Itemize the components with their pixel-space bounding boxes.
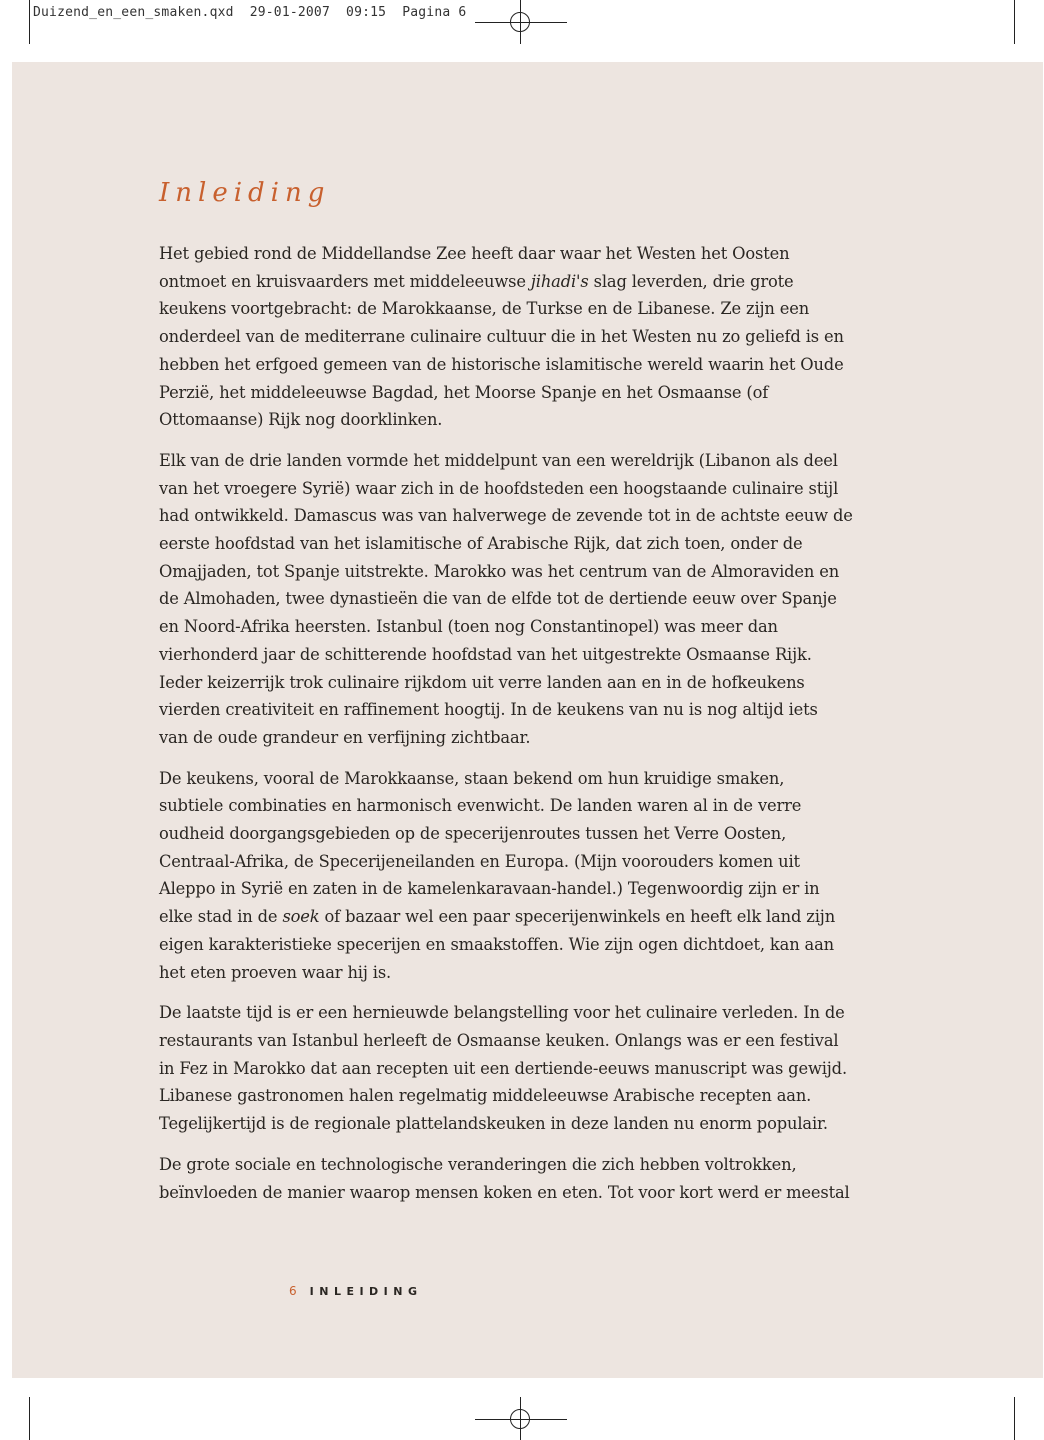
text-line: Elk van de drie landen vormde het middelpunt van een wereldrijk (Libanon als deel (159, 450, 838, 470)
crop-mark-bottom-right (1014, 1397, 1015, 1440)
paragraph (159, 447, 859, 752)
text-line: Omajjaden, tot Spanje uitstrekte. Marokko was het centrum van de Almoraviden en (159, 561, 840, 581)
text-line: ontmoet en kruisvaarders met middeleeuwse jihadi's slag leverden, drie grote (159, 271, 794, 291)
italic-term: jihadi's (530, 271, 589, 291)
text-line: beïnvloeden de manier waarop mensen koken en eten. Tot voor kort werd er meestal (159, 1182, 850, 1202)
running-footer-section: INLEIDING (309, 1285, 423, 1298)
text-line: Libanese gastronomen halen regelmatig middeleeuwse Arabische recepten aan. (159, 1086, 812, 1106)
text-line: restaurants van Istanbul herleeft de Osmaanse keuken. Onlangs was er een festival (159, 1030, 839, 1050)
text-line: van de oude grandeur en verfijning zichtbaar. (159, 727, 531, 747)
text-line: Ottomaanse) Rijk nog doorklinken. (159, 410, 443, 430)
text-line: de Almohaden, twee dynastieën die van de elfde tot de dertiende eeuw over Spanje (159, 589, 837, 609)
text-line: Perzië, het middeleeuwse Bagdad, het Moorse Spanje en het Osmaanse (of (159, 382, 769, 402)
text-line: oudheid doorgangsgebieden op de specerijenroutes tussen het Verre Oosten, (159, 824, 787, 844)
text-line: onderdeel van de mediterrane culinaire cultuur die in het Westen nu zo geliefd is en (159, 327, 844, 347)
text-line: eigen karakteristieke specerijen en smaakstoffen. Wie zijn ogen dichtdoet, kan aan (159, 934, 835, 954)
text-line: van het vroegere Syrië) waar zich in de hoofdsteden een hoogstaande culinaire stijl (159, 478, 839, 498)
paragraph (159, 240, 859, 434)
crop-mark-top-right (1014, 0, 1015, 44)
text-line: eerste hoofdstad van het islamitische of Arabische Rijk, dat zich toen, onder de (159, 534, 803, 554)
text-line: De laatste tijd is er een hernieuwde belangstelling voor het culinaire verleden. In de (159, 1003, 845, 1023)
crop-mark-top-left (29, 0, 30, 44)
text-line: het eten proeven waar hij is. (159, 962, 392, 982)
text-line: vierhonderd jaar de schitterende hoofdstad van het uitgestrekte Osmaanse Rijk. (159, 644, 812, 664)
text-line: en Noord-Afrika heersten. Istanbul (toen nog Constantinopel) was meer dan (159, 617, 778, 637)
text-line: Het gebied rond de Middellandse Zee heeft daar waar het Westen het Oosten (159, 244, 790, 263)
printer-slug: Duizend_en_een_smaken.qxd 29-01-2007 09:15 Pagina 6 (33, 5, 467, 20)
paragraph (159, 1151, 859, 1206)
text-line: Ieder keizerrijk trok culinaire rijkdom uit verre landen aan en in de hofkeukens (159, 672, 805, 692)
text-line: had ontwikkeld. Damascus was van halverwege de zevende tot in de achtste eeuw de (159, 506, 853, 526)
text-line: elke stad in de soek of bazaar wel een paar specerijenwinkels en heeft elk land zijn (159, 907, 836, 927)
text-line: in Fez in Marokko dat aan recepten uit een dertiende-eeuws manuscript was gewijd. (159, 1058, 847, 1078)
text-line: hebben het erfgoed gemeen van de historische islamitische wereld waarin het Oude (159, 354, 844, 374)
text-line: Aleppo in Syrië en zaten in de kamelenkaravaan-handel.) Tegenwoordig zijn er in (159, 879, 820, 899)
page-number: 6 (289, 1284, 297, 1298)
text-line: Centraal-Afrika, de Specerijeneilanden en Europa. (Mijn voorouders komen uit (159, 851, 800, 871)
paragraph (159, 765, 859, 987)
text-line: De grote sociale en technologische veranderingen die zich hebben voltrokken, (159, 1154, 797, 1174)
page-footer (289, 1284, 423, 1298)
paragraph (159, 999, 859, 1138)
text-line: vierden creativiteit en raffinement hoogtij. In de keukens van nu is nog altijd iets (159, 700, 818, 720)
registration-mark-bottom-horizontal (475, 1419, 567, 1420)
text-line: De keukens, vooral de Marokkaanse, staan bekend om hun kruidige smaken, (159, 768, 785, 788)
text-line: Tegelijkertijd is de regionale plattelandskeuken in deze landen nu enorm populair. (159, 1114, 828, 1134)
registration-mark-top-horizontal (475, 22, 567, 23)
text-line: subtiele combinaties en harmonisch evenwicht. De landen waren al in de verre (159, 796, 802, 816)
italic-term: soek (282, 907, 320, 927)
body-text (159, 240, 859, 1219)
chapter-title: Inleiding (159, 178, 331, 208)
text-line: keukens voortgebracht: de Marokkaanse, de Turkse en de Libanese. Ze zijn een (159, 299, 810, 319)
crop-mark-bottom-left (29, 1397, 30, 1440)
